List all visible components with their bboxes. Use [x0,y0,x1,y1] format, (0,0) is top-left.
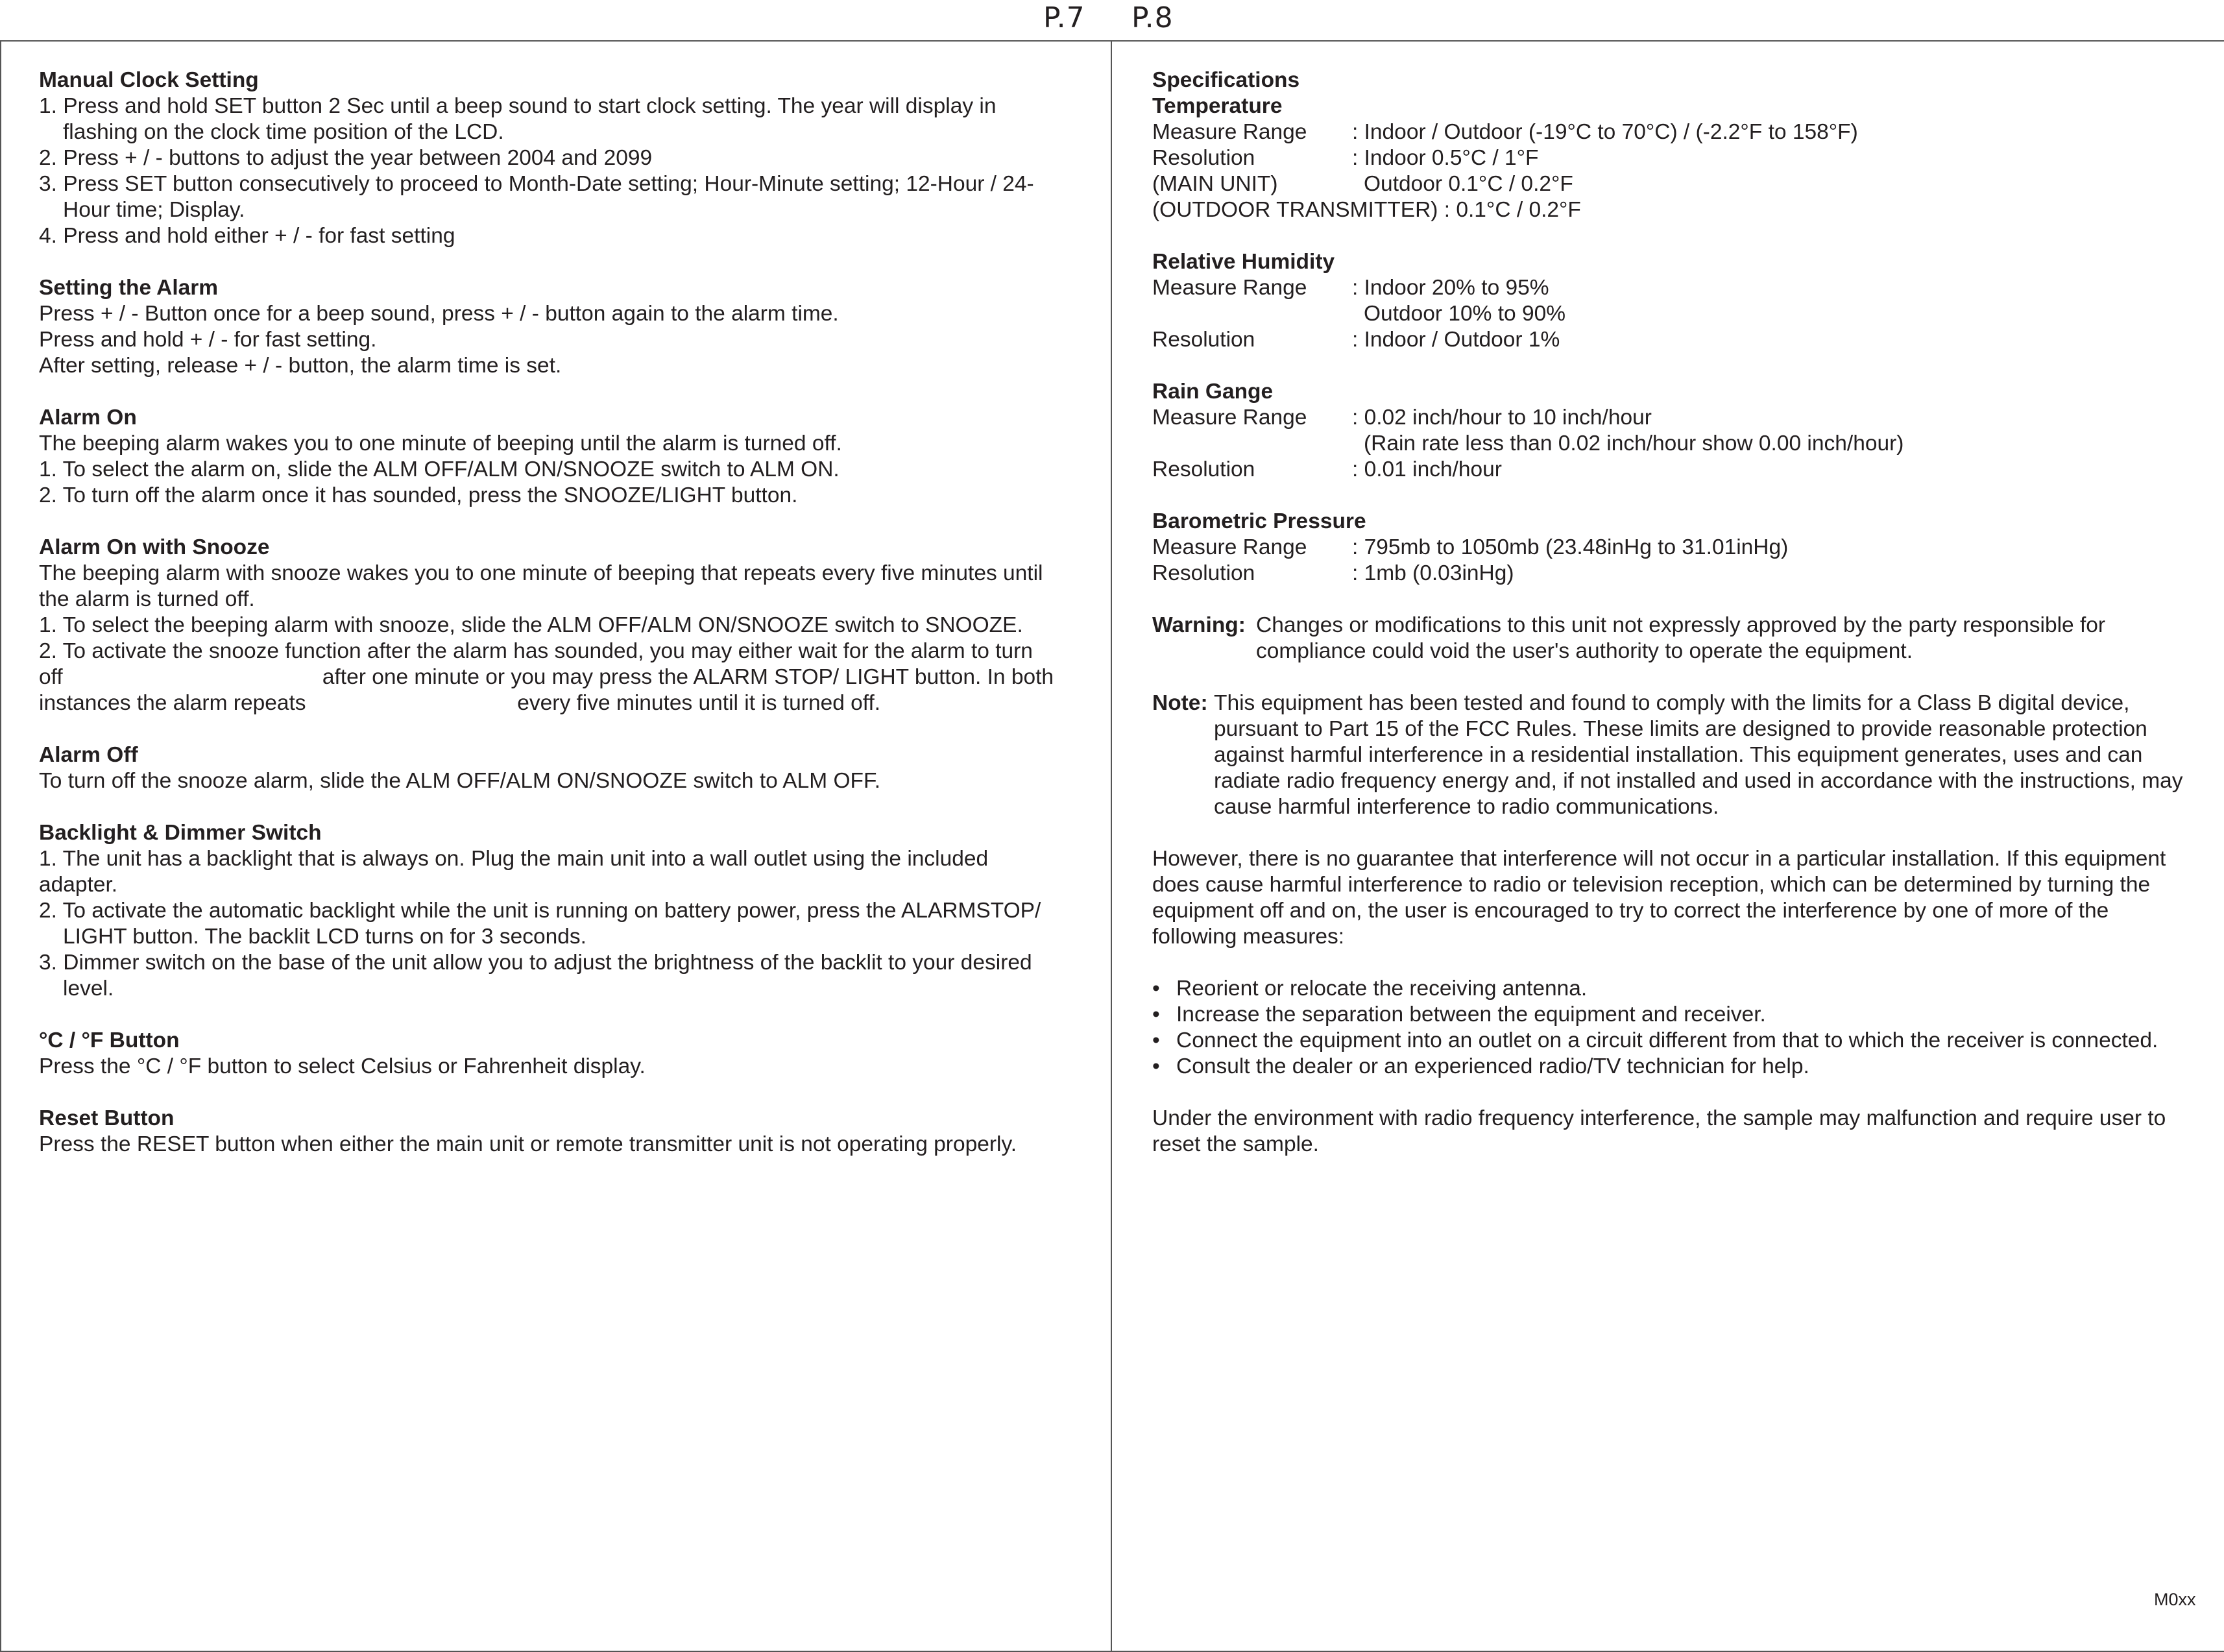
text-line: However, there is no guarantee that interference will not occur in a particular installation. If this equipment [1152,847,2166,871]
text-line: compliance could void the user's authority to operate the equipment. [1256,639,1913,663]
spec-label: Measure Range [1152,276,1307,300]
text-line: 1. To select the beeping alarm with snooze, slide the ALM OFF/ALM ON/SNOOZE switch to SNOOZE. [39,613,1023,637]
left-page [39,67,1077,1158]
text-line: 3. Press SET button consecutively to proceed to Month-Date setting; Hour-Minute setting; 12-Hour / 24- [39,172,1034,196]
section-heading: Alarm Off [39,743,138,767]
warning-block [1152,613,2203,664]
spec-label: Resolution [1152,561,1255,585]
bullet-icon: • [1152,1002,1160,1026]
spec-row [1152,535,2203,561]
section-heading: °C / °F Button [39,1028,180,1052]
humidity-spec [1152,249,2203,353]
text-line: off after one minute or you may press the ALARM STOP/ LIGHT button. In both [39,665,1054,689]
text-line: 2. To turn off the alarm once it has sounded, press the SNOOZE/LIGHT button. [39,483,798,507]
text-line: 1. The unit has a backlight that is always on. Plug the main unit into a wall outlet using the included [39,847,989,871]
list-item-text: Connect the equipment into an outlet on a circuit different from that to which the receiver is connected. [1176,1028,2158,1052]
list-item [1152,1002,2203,1028]
note-label: Note: [1152,691,1208,715]
text-line: 2. Press + / - buttons to adjust the year between 2004 and 2099 [39,146,653,170]
text-line: The beeping alarm with snooze wakes you to one minute of beeping that repeats every five minutes until [39,561,1043,585]
spec-row [1152,457,2203,483]
list-item-text: Increase the separation between the equipment and receiver. [1176,1002,1766,1026]
section-heading: Relative Humidity [1152,250,1335,274]
bullet-icon: • [1152,1054,1160,1078]
spec-row [1152,171,2203,197]
environment-paragraph [1152,1106,2203,1158]
section-heading: Alarm On [39,406,137,430]
spec-row [1152,275,2203,301]
spec-value: : 0.02 inch/hour to 10 inch/hour [1352,406,1652,430]
text-line: 1. Press and hold SET button 2 Sec until a beep sound to start clock setting. The year will display in [39,94,997,118]
text-line: does cause harmful interference to radio or television reception, which can be determined by turning the [1152,873,2151,897]
text-line: following measures: [1152,925,1345,949]
spec-row [1152,119,2203,145]
text-line: reset the sample. [1152,1132,1319,1156]
spec-label: Measure Range [1152,535,1307,559]
spec-value: Outdoor 0.1°C / 0.2°F [1364,172,1573,196]
list-item [1152,976,2203,1002]
text-line: 1. To select the alarm on, slide the ALM OFF/ALM ON/SNOOZE switch to ALM ON. [39,457,840,481]
spec-value: : Indoor / Outdoor 1% [1352,328,1560,352]
page-divider [1111,40,1112,1652]
spec-value: : Indoor 0.5°C / 1°F [1352,146,1539,170]
spec-label: Resolution [1152,146,1255,170]
text-line: cause harmful interference to radio communications. [1214,795,1719,819]
section-heading: Alarm On with Snooze [39,535,270,559]
text-line: adapter. [39,873,118,897]
however-paragraph [1152,846,2203,950]
list-item [1152,1054,2203,1080]
text-line: To turn off the snooze alarm, slide the ALM OFF/ALM ON/SNOOZE switch to ALM OFF. [39,769,881,793]
spec-row: (OUTDOOR TRANSMITTER) : 0.1°C / 0.2°F [1152,198,1581,222]
spec-label: Resolution [1152,457,1255,481]
page-number-right: P.8 [1131,1,1174,34]
text-line: This equipment has been tested and found to comply with the limits for a Class B digital device, [1214,691,2130,715]
spec-label: Resolution [1152,328,1255,352]
spec-value: : Indoor 20% to 95% [1352,276,1549,300]
spec-value: : Indoor / Outdoor (-19°C to 70°C) / (-2.2°F to 158°F) [1352,120,1858,144]
cf-button-section [39,1028,1077,1080]
spec-value: : 795mb to 1050mb (23.48inHg to 31.01inHg) [1352,535,1789,559]
text-line: radiate radio frequency energy and, if not installed and used in accordance with the instructions, may [1214,769,2183,793]
note-block [1152,690,2203,820]
text-line: 3. Dimmer switch on the base of the unit allow you to adjust the brightness of the backlit to your desired [39,951,1032,975]
section-heading: Backlight & Dimmer Switch [39,821,322,845]
list-item-text: Reorient or relocate the receiving antenna. [1176,977,1588,1001]
spec-value: (Rain rate less than 0.02 inch/hour show 0.00 inch/hour) [1364,431,1904,456]
text-line: pursuant to Part 15 of the FCC Rules. These limits are designed to provide reasonable protection [1214,717,2147,741]
text-line: Press the RESET button when either the main unit or remote transmitter unit is not operating properly. [39,1132,1017,1156]
measures-list [1152,976,2203,1080]
spec-value: : 0.01 inch/hour [1352,457,1502,481]
text-line: 2. To activate the snooze function after the alarm has sounded, you may either wait for the alarm to turn [39,639,1033,663]
section-heading: Temperature [1152,94,1283,118]
spec-row [1152,145,2203,171]
spec-row [1152,327,2203,353]
rain-spec [1152,379,2203,483]
bullet-icon: • [1152,1028,1160,1052]
backlight-section [39,820,1077,1002]
bullet-icon: • [1152,977,1160,1001]
text-line: Press + / - Button once for a beep sound, press + / - button again to the alarm time. [39,302,839,326]
text-line: the alarm is turned off. [39,587,255,611]
reset-button-section [39,1106,1077,1158]
text-line: Under the environment with radio frequency interference, the sample may malfunction and require user to [1152,1106,2166,1130]
spec-value: : 1mb (0.03inHg) [1352,561,1514,585]
spec-label: Measure Range [1152,406,1307,430]
text-line: flashing on the clock time position of the LCD. [63,120,504,144]
text-line: against harmful interference in a residential installation. This equipment generates, uses and can [1214,743,2143,767]
spec-row [1152,405,2203,431]
section-heading: Reset Button [39,1106,175,1130]
spec-label: (MAIN UNIT) [1152,172,1278,196]
text-line: The beeping alarm wakes you to one minute of beeping until the alarm is turned off. [39,431,842,456]
spec-value: Outdoor 10% to 90% [1364,302,1566,326]
section-heading: Rain Gange [1152,380,1274,404]
temperature-spec [1152,93,2203,223]
pressure-spec [1152,509,2203,587]
page-number-left: P.7 [1043,1,1085,34]
right-page [1152,67,2203,1158]
text-line: equipment off and on, the user is encouraged to try to correct the interference by one of more of the [1152,899,2109,923]
text-line: LIGHT button. The backlit LCD turns on for 3 seconds. [63,925,586,949]
specifications-heading: Specifications [1152,68,1300,92]
text-line: After setting, release + / - button, the alarm time is set. [39,354,562,378]
model-code: M0xx [2154,1590,2196,1609]
spec-row [1152,561,2203,587]
section-heading: Barometric Pressure [1152,509,1366,533]
list-item-text: Consult the dealer or an experienced radio/TV technician for help. [1176,1054,1809,1078]
text-line: level. [63,977,114,1001]
text-line: Changes or modifications to this unit not expressly approved by the party responsible for [1256,613,2106,637]
alarm-snooze-section [39,535,1077,716]
list-item [1152,1028,2203,1054]
setting-alarm-section [39,275,1077,379]
text-line: Hour time; Display. [63,198,245,222]
section-heading: Manual Clock Setting [39,68,259,92]
text-line: instances the alarm repeats every five minutes until it is turned off. [39,691,881,715]
spec-label: Measure Range [1152,120,1307,144]
alarm-on-section [39,405,1077,509]
text-line: Press the °C / °F button to select Celsius or Fahrenheit display. [39,1054,646,1078]
text-line: 4. Press and hold either + / - for fast setting [39,224,455,248]
text-line: 2. To activate the automatic backlight while the unit is running on battery power, press the ALARMSTOP/ [39,899,1041,923]
warning-label: Warning: [1152,613,1246,637]
text-line: Press and hold + / - for fast setting. [39,328,377,352]
section-heading: Setting the Alarm [39,276,219,300]
alarm-off-section [39,742,1077,794]
manual-clock-section [39,67,1077,249]
